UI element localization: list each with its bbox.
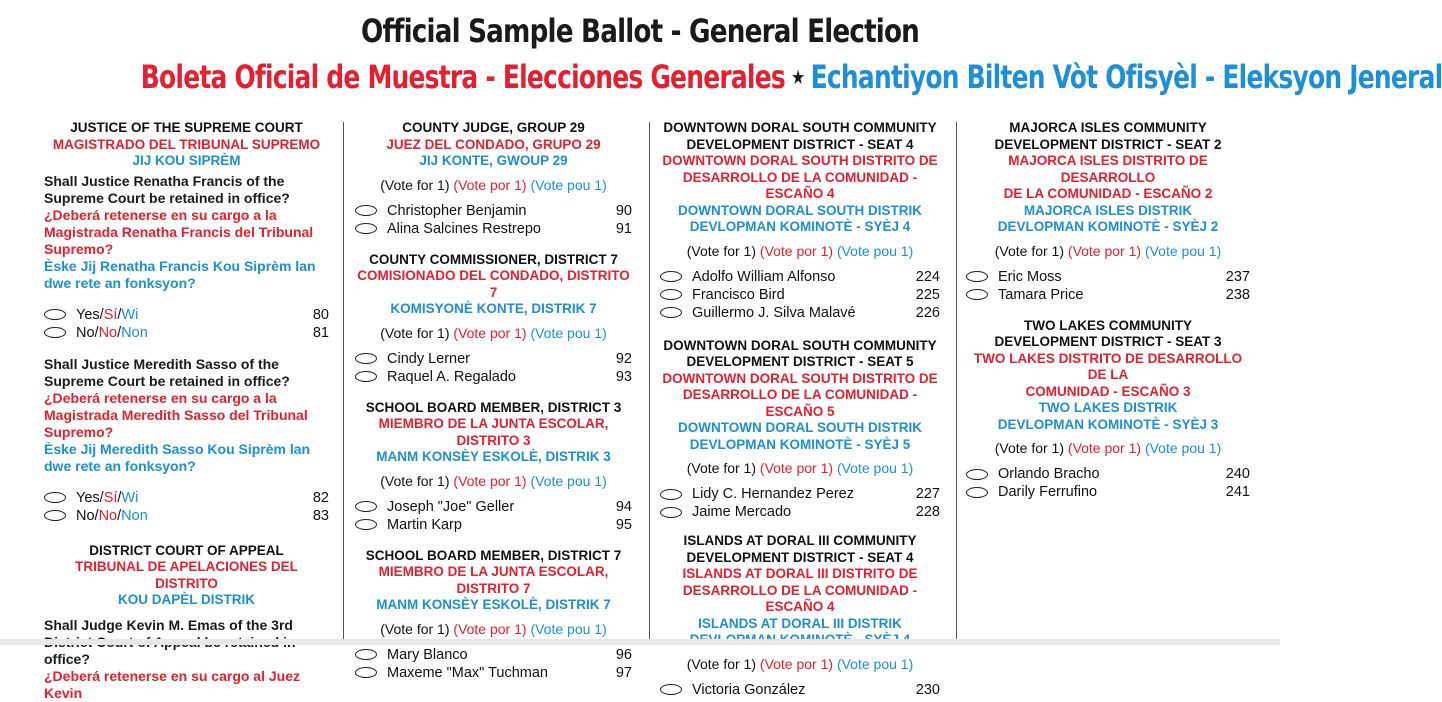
candidate-option[interactable] <box>355 368 632 386</box>
vote-instruction <box>355 176 632 194</box>
ballot-oval[interactable] <box>355 353 377 364</box>
contest-county-commissioner <box>355 252 632 386</box>
ballot-oval[interactable] <box>966 271 988 282</box>
contest-heading-en: DOWNTOWN DORAL SOUTH COMMUNITY <box>663 120 937 135</box>
contest-heading-en: JUSTICE OF THE SUPREME COURT <box>70 120 303 135</box>
candidate-number: 226 <box>915 304 940 321</box>
ballot-oval[interactable] <box>44 510 66 521</box>
candidate-name: Raquel A. Regalado <box>387 368 516 385</box>
page-bottom-edge <box>0 639 1280 645</box>
candidate-number: 237 <box>1225 268 1250 285</box>
contest-heading-es: DOWNTOWN DORAL SOUTH DISTRITO DE <box>662 153 938 168</box>
contest-heading-en: DISTRICT COURT OF APPEAL <box>89 542 284 558</box>
vote-instruction-ht: (Vote pou 1) <box>1144 242 1222 259</box>
candidate-option[interactable] <box>660 485 940 503</box>
contest-heading-es: DOWNTOWN DORAL SOUTH DISTRITO DE <box>662 370 938 386</box>
vote-instruction <box>966 242 1250 260</box>
ballot-oval[interactable] <box>44 327 66 338</box>
ballot-oval[interactable] <box>660 489 682 500</box>
candidate-name: Victoria González <box>692 681 806 698</box>
vote-instruction <box>660 242 940 260</box>
contest-heading-es: MAJORCA ISLES DISTRITO DE DESARROLLO <box>1008 153 1208 185</box>
ballot-option-yes[interactable] <box>44 489 329 507</box>
candidate-name: Christopher Benjamin <box>387 202 527 219</box>
contest-heading-ht: MAJORCA ISLES DISTRIK <box>1023 202 1193 218</box>
option-separator: / <box>117 324 122 341</box>
ballot-oval[interactable] <box>355 371 377 382</box>
contest-supreme-court <box>44 120 329 525</box>
vote-instruction-en: (Vote for 1) <box>380 324 450 341</box>
candidate-number: 93 <box>615 368 632 385</box>
candidate-name: Darily Ferrufino <box>998 484 1098 500</box>
candidate-number: 90 <box>615 202 632 219</box>
contest-islands-at-doral-seat-4 <box>660 533 940 699</box>
candidate-option[interactable] <box>355 516 632 534</box>
contest-heading-en: DEVELOPMENT DISTRICT - SEAT 3 <box>994 334 1222 349</box>
candidate-name: Cindy Lerner <box>387 350 471 367</box>
contest-heading-es: DESARROLLO DE LA COMUNIDAD - ESCAÑO 4 <box>682 582 918 614</box>
contest-heading-es: COMUNIDAD - ESCAÑO 3 <box>1025 383 1191 399</box>
vote-instruction-es: (Vote por 1) <box>759 655 834 672</box>
candidate-name: Martin Karp <box>387 516 462 533</box>
candidate-number: 91 <box>615 220 632 237</box>
contest-heading-ht: DOWNTOWN DORAL SOUTH DISTRIK <box>678 202 922 218</box>
vote-instruction <box>355 472 632 490</box>
ballot-option-no[interactable] <box>44 507 329 525</box>
contest-heading-ht: JIJ KONTE, GWOUP 29 <box>419 153 568 168</box>
candidate-number: 225 <box>915 286 940 303</box>
contest-heading-ht: DEVLOPMAN KOMINOTÈ - SYÈJ 2 <box>997 219 1219 234</box>
contest-heading-en: TWO LAKES COMMUNITY <box>1024 317 1192 333</box>
contest-heading-ht: KOU DAPÈL DISTRIK <box>117 592 255 607</box>
option-label: Yes/ <box>76 306 104 323</box>
candidate-option[interactable] <box>660 268 940 286</box>
ballot-option-no[interactable] <box>44 324 329 342</box>
option-label-ht: Wi <box>121 306 139 323</box>
candidate-name: Guillermo J. Silva Malavé <box>692 304 856 321</box>
contest-heading-es: MIEMBRO DE LA JUNTA ESCOLAR, DISTRITO 7 <box>378 564 609 596</box>
ballot-oval[interactable] <box>355 501 377 512</box>
column-divider-1 <box>343 122 344 645</box>
ballot-oval[interactable] <box>355 667 377 678</box>
candidate-name: Mary Blanco <box>387 646 468 663</box>
ballot-oval[interactable] <box>44 492 66 503</box>
vote-instruction-es: (Vote por 1) <box>453 324 527 341</box>
vote-instruction-en: (Vote for 1) <box>380 176 450 193</box>
vote-instruction-es: (Vote por 1) <box>759 242 834 259</box>
candidate-name: Orlando Bracho <box>998 466 1100 482</box>
column-divider-3 <box>956 122 957 645</box>
candidate-option[interactable] <box>966 268 1250 286</box>
contest-two-lakes-seat-3 <box>966 318 1250 502</box>
candidate-option[interactable] <box>355 350 632 368</box>
contest-heading-es: DESARROLLO DE LA COMUNIDAD - ESCAÑO 5 <box>682 387 918 419</box>
option-number: 81 <box>312 324 329 341</box>
star-icon: ★ <box>791 65 805 89</box>
vote-instruction-en: (Vote for 1) <box>686 655 757 672</box>
contest-heading-es: MAGISTRADO DEL TRIBUNAL SUPREMO <box>52 136 321 152</box>
question-en: Shall Justice Renatha Francis of the Supreme Court be retained in office? <box>44 172 290 206</box>
candidate-name: Lidy C. Hernandez Perez <box>692 486 854 502</box>
vote-instruction-ht: (Vote pou 1) <box>530 620 607 637</box>
option-label: No/ <box>76 324 99 341</box>
contest-heading-es: ISLANDS AT DORAL III DISTRITO DE <box>682 566 918 581</box>
contest-heading-en: DEVELOPMENT DISTRICT - SEAT 4 <box>686 136 914 152</box>
vote-instruction <box>966 439 1250 457</box>
option-label-ht: Wi <box>121 489 139 506</box>
vote-instruction <box>355 324 632 342</box>
ballot-oval[interactable] <box>660 289 682 300</box>
contest-heading-es: COMISIONADO DEL CONDADO, DISTRITO 7 <box>357 268 630 300</box>
contest-county-judge <box>355 120 632 238</box>
ballot-title-translations <box>140 58 1442 96</box>
option-label-es: No <box>98 507 118 524</box>
candidate-option[interactable] <box>660 503 940 521</box>
ballot-oval[interactable] <box>966 289 988 300</box>
candidate-number: 95 <box>615 516 632 533</box>
contest-downtown-doral-seat-5 <box>660 338 940 522</box>
contest-heading-en: SCHOOL BOARD MEMBER, DISTRICT 3 <box>365 399 622 415</box>
candidate-name: Tamara Price <box>998 286 1084 303</box>
contest-heading-ht: DEVLOPMAN KOMINOTÈ - SYÈJ 3 <box>997 416 1219 432</box>
question-en: Shall Justice Meredith Sasso of the Supreme Court be retained in office? <box>44 355 290 389</box>
contest-heading-es: JUEZ DEL CONDADO, GRUPO 29 <box>386 136 601 152</box>
option-label-ht: Non <box>121 324 148 341</box>
ballot-oval[interactable] <box>660 307 682 318</box>
vote-instruction-en: (Vote for 1) <box>994 242 1065 259</box>
vote-instruction-es: (Vote por 1) <box>453 472 527 489</box>
contest-heading-es: TRIBUNAL DE APELACIONES DEL DISTRITO <box>75 559 298 591</box>
vote-instruction-en: (Vote for 1) <box>380 472 450 489</box>
ballot-oval[interactable] <box>660 271 682 282</box>
ballot-option-yes[interactable] <box>44 306 329 324</box>
ballot-column-1 <box>44 120 329 701</box>
question-es: ¿Deberá retenerse en su cargo a la Magistrada Renatha Francis del Tribunal Supremo? <box>44 206 314 257</box>
contest-heading-ht: MANM KONSÈY ESKOLÈ, DISTRIK 7 <box>376 597 611 612</box>
candidate-number: 230 <box>915 681 940 698</box>
contest-heading-es: MIEMBRO DE LA JUNTA ESCOLAR, DISTRITO 3 <box>378 416 609 448</box>
vote-instruction-ht: (Vote pou 1) <box>530 472 607 489</box>
contest-heading-en: COUNTY COMMISSIONER, DISTRICT 7 <box>369 251 618 267</box>
contest-heading-en: MAJORCA ISLES COMMUNITY <box>1009 120 1207 135</box>
vote-instruction <box>660 459 940 477</box>
vote-instruction-ht: (Vote pou 1) <box>530 176 607 193</box>
ballot-oval[interactable] <box>355 223 377 234</box>
vote-instruction-es: (Vote por 1) <box>1067 242 1142 259</box>
option-label-es: No <box>98 324 118 341</box>
ballot-title-spanish: Boleta Oficial de Muestra - Elecciones Generales <box>140 58 785 96</box>
vote-instruction-es: (Vote por 1) <box>759 460 834 476</box>
contest-majorca-isles-seat-2 <box>966 120 1250 304</box>
contest-heading-ht: TWO LAKES DISTRIK <box>1038 400 1178 415</box>
ballot-column-4 <box>966 120 1250 645</box>
contest-heading-ht: DEVLOPMAN KOMINOTÈ - SYÈJ 4 <box>689 219 911 234</box>
contest-heading-en: DOWNTOWN DORAL SOUTH COMMUNITY <box>663 337 937 353</box>
ballot-oval[interactable] <box>966 487 988 498</box>
contest-school-board-district-3 <box>355 400 632 534</box>
contest-downtown-doral-seat-4 <box>660 120 940 322</box>
contest-heading-ht: KOMISYONÈ KONTE, DISTRIK 7 <box>390 301 597 316</box>
contest-heading-es: DE LA COMUNIDAD - ESCAÑO 2 <box>1003 186 1213 201</box>
candidate-number: 94 <box>615 498 632 515</box>
question-ht: Èske Jij Meredith Sasso Kou Siprèm lan dwe rete an fonksyon? <box>44 440 311 474</box>
ballot-oval[interactable] <box>355 649 377 660</box>
candidate-option[interactable] <box>966 483 1250 501</box>
ballot-oval[interactable] <box>44 309 66 320</box>
question-es: ¿Deberá retenerse en su cargo al Juez Kevin <box>44 667 300 701</box>
ballot-title-creole: Echantiyon Bilten Vòt Ofisyèl - Eleksyon Jeneral <box>810 58 1442 96</box>
candidate-number: 96 <box>615 646 632 663</box>
question-es: ¿Deberá retenerse en su cargo a la Magistrada Meredith Sasso del Tribunal Supremo? <box>44 389 308 440</box>
contest-heading-en: DEVELOPMENT DISTRICT - SEAT 2 <box>994 136 1222 152</box>
candidate-number: 238 <box>1225 286 1250 303</box>
contest-heading-en: DEVELOPMENT DISTRICT - SEAT 4 <box>686 549 914 565</box>
option-label-es: Sí <box>103 306 118 323</box>
candidate-number: 224 <box>915 268 940 285</box>
vote-instruction <box>355 620 632 638</box>
question-ht: Èske Jij Renatha Francis Kou Siprèm lan dwe rete an fonksyon? <box>44 257 316 291</box>
option-label: Yes/ <box>76 489 104 506</box>
candidate-option[interactable] <box>355 646 632 664</box>
candidate-option[interactable] <box>355 498 632 516</box>
ballot-oval[interactable] <box>355 519 377 530</box>
vote-instruction-es: (Vote por 1) <box>453 176 527 193</box>
candidate-option[interactable] <box>355 202 632 220</box>
candidate-number: 97 <box>615 664 632 681</box>
candidate-option[interactable] <box>355 220 632 238</box>
ballot-oval[interactable] <box>355 205 377 216</box>
contest-heading-en: COUNTY JUDGE, GROUP 29 <box>402 120 585 135</box>
ballot-column-3 <box>660 120 940 698</box>
candidate-name: Eric Moss <box>998 268 1062 285</box>
vote-instruction-en: (Vote for 1) <box>686 242 757 259</box>
option-number: 80 <box>312 306 329 323</box>
vote-instruction-es: (Vote por 1) <box>453 620 527 637</box>
candidate-number: 240 <box>1225 466 1250 482</box>
candidate-name: Adolfo William Alfonso <box>692 268 836 285</box>
contest-heading-ht: JIJ KOU SIPRÈM <box>132 153 241 168</box>
vote-instruction-ht: (Vote pou 1) <box>836 655 914 672</box>
contest-heading-es: DESARROLLO DE LA COMUNIDAD - ESCAÑO 4 <box>682 169 918 201</box>
candidate-number: 241 <box>1225 484 1250 500</box>
contest-school-board-district-7 <box>355 548 632 682</box>
vote-instruction-es: (Vote por 1) <box>1067 440 1142 456</box>
candidate-option[interactable] <box>660 304 940 322</box>
column-divider-2 <box>649 122 650 645</box>
candidate-number: 227 <box>915 486 940 502</box>
candidate-number: 92 <box>615 350 632 367</box>
option-number: 82 <box>312 489 329 506</box>
candidate-name: Joseph "Joe" Geller <box>387 498 515 515</box>
option-separator: / <box>117 507 122 524</box>
ballot-column-2 <box>355 120 632 681</box>
candidate-option[interactable] <box>660 681 940 699</box>
option-separator: / <box>117 306 122 323</box>
option-label-es: Sí <box>103 489 118 506</box>
candidate-number: 228 <box>915 504 940 520</box>
contest-heading-en: SCHOOL BOARD MEMBER, DISTRICT 7 <box>365 547 622 563</box>
candidate-name: Jaime Mercado <box>692 504 792 520</box>
ballot-oval[interactable] <box>660 507 682 518</box>
candidate-option[interactable] <box>355 664 632 682</box>
vote-instruction-ht: (Vote pou 1) <box>836 460 914 476</box>
contest-heading-en: DEVELOPMENT DISTRICT - SEAT 5 <box>686 354 914 369</box>
vote-instruction-en: (Vote for 1) <box>686 460 757 476</box>
ballot-oval[interactable] <box>966 469 988 480</box>
vote-instruction-ht: (Vote pou 1) <box>530 324 607 341</box>
option-number: 83 <box>312 507 329 524</box>
question-en: Shall Judge Kevin M. Emas of the 3rd office? <box>44 616 293 667</box>
option-label-ht: Non <box>121 507 148 524</box>
candidate-option[interactable] <box>660 286 940 304</box>
vote-instruction-ht: (Vote pou 1) <box>1144 440 1222 456</box>
candidate-name: Alina Salcines Restrepo <box>387 220 541 237</box>
contest-district-court-of-appeal <box>44 543 329 702</box>
ballot-oval[interactable] <box>660 684 682 695</box>
vote-instruction-en: (Vote for 1) <box>380 620 450 637</box>
candidate-name: Francisco Bird <box>692 286 785 303</box>
option-label: No/ <box>76 507 99 524</box>
vote-instruction-en: (Vote for 1) <box>994 440 1065 456</box>
vote-instruction-ht: (Vote pou 1) <box>836 242 914 259</box>
contest-heading-ht: DOWNTOWN DORAL SOUTH DISTRIK <box>678 420 922 435</box>
candidate-name: Maxeme "Max" Tuchman <box>387 664 548 681</box>
candidate-option[interactable] <box>966 465 1250 483</box>
option-separator: / <box>117 489 122 506</box>
contest-heading-ht: MANM KONSÈY ESKOLÈ, DISTRIK 3 <box>376 449 611 464</box>
contest-heading-ht: DEVLOPMAN KOMINOTÈ - SYÈJ 5 <box>689 436 911 452</box>
contest-heading-en: ISLANDS AT DORAL III COMMUNITY <box>683 533 917 548</box>
vote-instruction <box>660 655 940 673</box>
ballot-title-english: Official Sample Ballot - General Election <box>360 12 920 50</box>
contest-heading-ht: ISLANDS AT DORAL III DISTRIK <box>698 615 902 631</box>
contest-heading-es: TWO LAKES DISTRITO DE DESARROLLO DE LA <box>973 350 1243 382</box>
candidate-option[interactable] <box>966 286 1250 304</box>
